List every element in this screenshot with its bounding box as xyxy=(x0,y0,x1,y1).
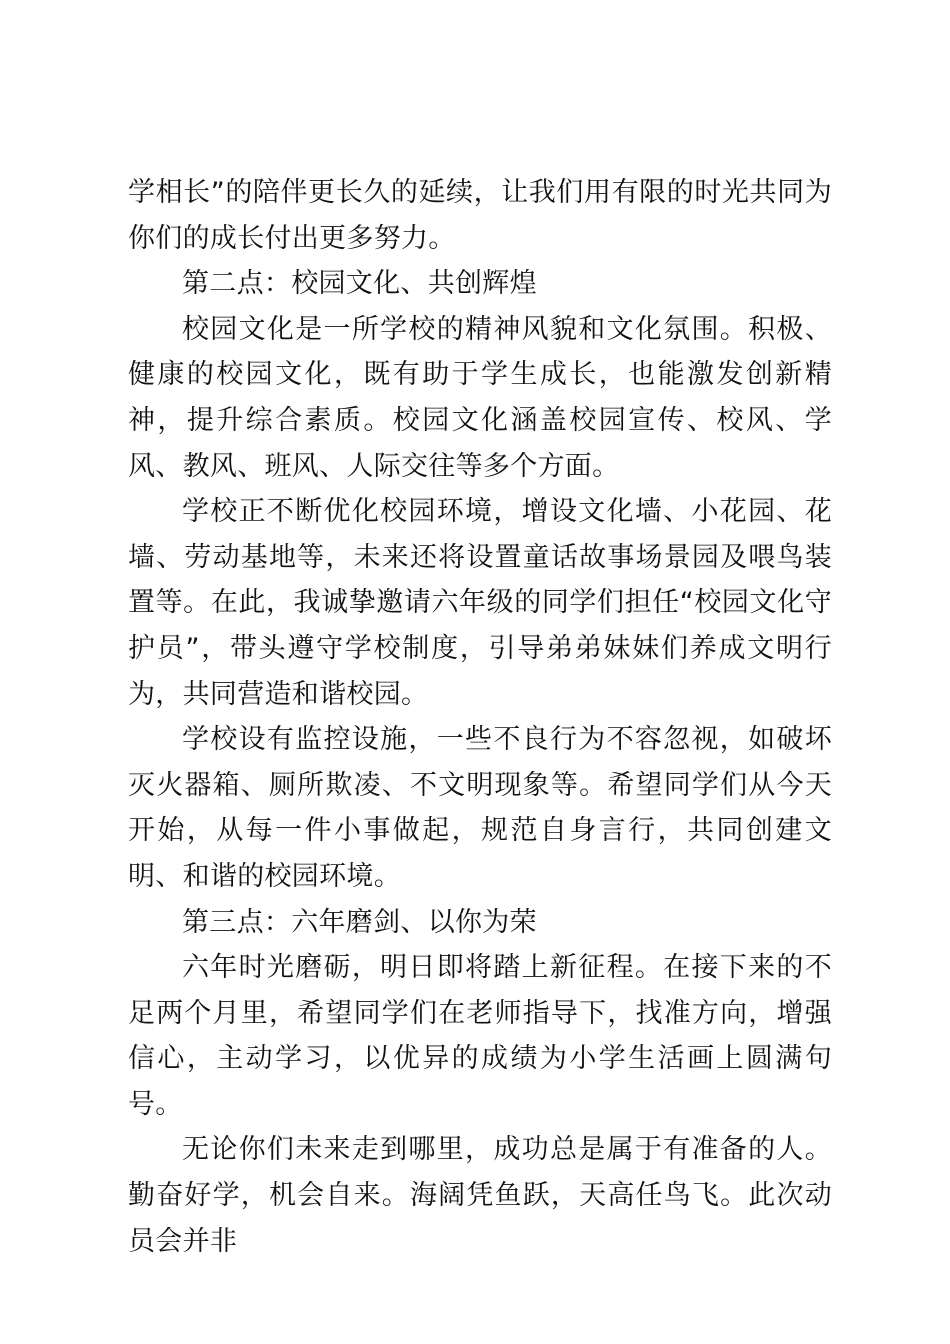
paragraph-future: 无论你们未来走到哪里，成功总是属于有准备的人。勤奋好学，机会自来。海阔凭鱼跃，天高任鸟飞。此次动员会并非 xyxy=(128,1134,832,1257)
section-heading-2: 第二点：校园文化、共创辉煌 xyxy=(182,268,537,300)
paragraph-six-years: 六年时光磨砺，明日即将踏上新征程。在接下来的不足两个月里，希望同学们在老师指导下，找准方向，增强信心，主动学习，以优异的成绩为小学生活画上圆满句号。 xyxy=(128,952,832,1120)
paragraph-continuation: 学相长”的陪伴更长久的延续，让我们用有限的时光共同为你们的成长付出更多努力。 xyxy=(128,177,832,254)
section-heading-3: 第三点：六年磨剑、以你为荣 xyxy=(182,906,537,938)
paragraph-campus-culture: 校园文化是一所学校的精神风貌和文化氛围。积极、健康的校园文化，既有助于学生成长，也能激发创新精神，提升综合素质。校园文化涵盖校园宣传、校风、学风、教风、班风、人际交往等多个方面。 xyxy=(128,313,832,482)
document-body xyxy=(128,170,832,1264)
paragraph-monitoring: 学校设有监控设施，一些不良行为不容忽视，如破坏灭火器箱、厕所欺凌、不文明现象等。希望同学们从今天开始，从每一件小事做起，规范自身言行，共同创建文明、和谐的校园环境。 xyxy=(128,724,832,892)
paragraph-campus-environment: 学校正不断优化校园环境，增设文化墙、小花园、花墙、劳动基地等，未来还将设置童话故事场景园及喂鸟装置等。在此，我诚挚邀请六年级的同学们担任“校园文化守护员”，带头遵守学校制度，引导弟弟妹妹们养成文明行为，共同营造和谐校园。 xyxy=(128,496,832,710)
